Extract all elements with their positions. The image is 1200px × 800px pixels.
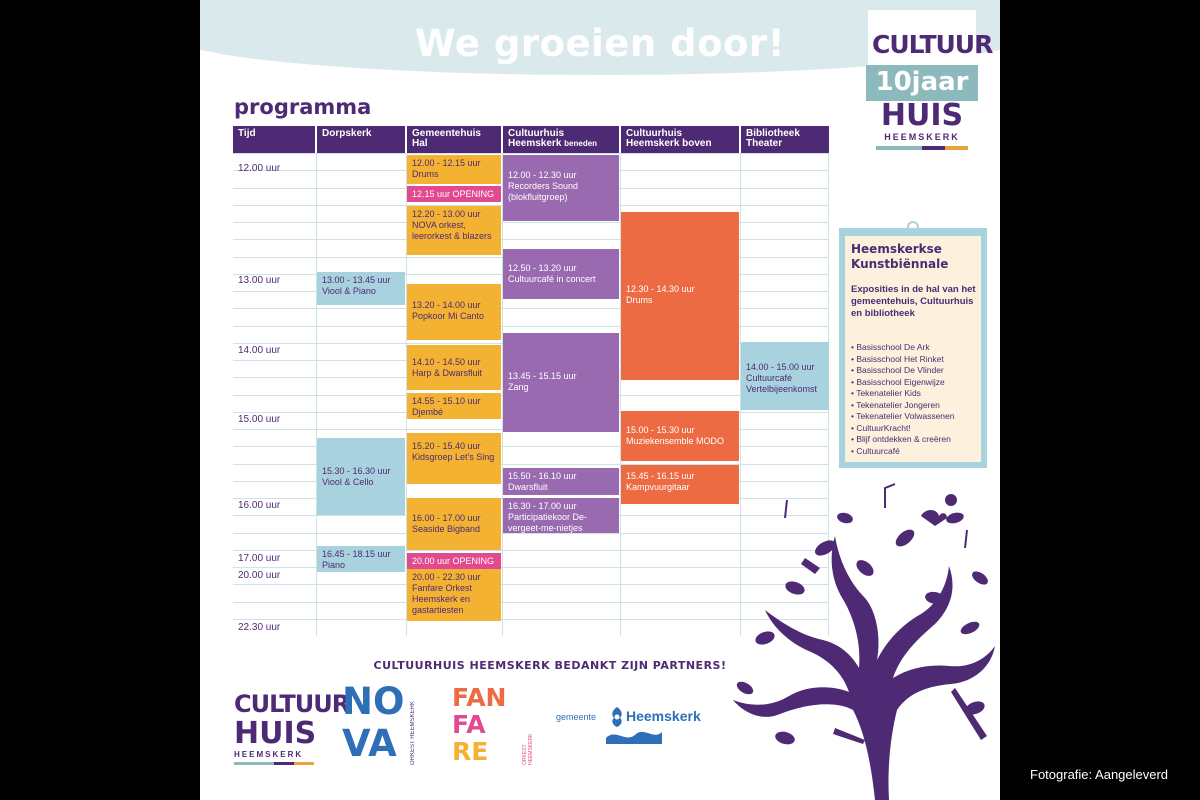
time-label: 12.00 uur xyxy=(238,163,281,174)
logo-color-bar xyxy=(234,762,314,765)
header-gemeentehuis: Gemeentehuis Hal xyxy=(407,126,501,153)
list-item: • Basisschool Eigenwijze xyxy=(851,377,985,389)
event-block: 13.45 - 15.15 uur Zang xyxy=(503,333,619,432)
logo-text: FA xyxy=(452,710,486,739)
grid-line xyxy=(233,308,829,309)
biennale-intro: Exposities in de hal van het gemeentehuis, Cultuurhuis en bibliotheek xyxy=(851,284,976,319)
grid-line xyxy=(233,153,829,154)
logo-text: HEEMSKERK xyxy=(234,750,304,759)
event-block: 12.20 - 13.00 uur NOVA orkest, leerorkest & blazers xyxy=(407,206,501,255)
time-label: 22.30 uur xyxy=(238,622,281,633)
logo-text: CULTUUR xyxy=(234,690,350,718)
header-cultuurhuis-beneden: Cultuurhuis Heemskerk beneden xyxy=(503,126,619,153)
event-block: 16.00 - 17.00 uur Seaside Bigband xyxy=(407,498,501,550)
cultuurhuis-10jaar-logo xyxy=(868,10,993,158)
biennale-inner xyxy=(845,236,981,462)
header-tijd: Tijd xyxy=(233,126,315,153)
event-block: 12.00 - 12.15 uur Drums xyxy=(407,155,501,184)
list-item: • Cultuurcafé xyxy=(851,446,985,458)
event-block-opening: 20.00 uur OPENING xyxy=(407,553,501,569)
event-block: 13.20 - 14.00 uur Popkoor Mi Canto xyxy=(407,284,501,340)
event-block: 14.55 - 15.10 uur Djembé xyxy=(407,393,501,419)
program-title: programma xyxy=(234,95,372,119)
time-label: 20.00 uur xyxy=(238,570,281,581)
event-block: 15.45 - 16.15 uur Kampvuurgitaar xyxy=(621,465,739,504)
logo-cultuur-text: CULTUUR xyxy=(872,30,993,59)
list-item: • Basisschool De Ark xyxy=(851,342,985,354)
event-block: 14.10 - 14.50 uur Harp & Dwarsfluit xyxy=(407,345,501,390)
grid-line xyxy=(233,326,829,327)
wave-icon xyxy=(606,728,662,744)
event-block: 20.00 - 22.30 uur Fanfare Orkest Heemskerk en gastartiesten xyxy=(407,569,501,621)
list-item: • Tekenatelier Jongeren xyxy=(851,400,985,412)
heemskerk-emblem-icon xyxy=(608,706,626,728)
event-block: 13.00 - 13.45 uur Viool & Piano xyxy=(317,272,405,305)
time-label: 17.00 uur xyxy=(238,553,281,564)
fanfare-logo xyxy=(452,685,536,767)
time-label: 13.00 uur xyxy=(238,275,281,286)
event-block: 12.30 - 14.30 uur Drums xyxy=(621,212,739,380)
biennale-box xyxy=(839,228,987,468)
logo-text: RE xyxy=(452,737,489,766)
list-item: • Tekenatelier Volwassenen xyxy=(851,411,985,423)
event-block: 15.50 - 16.10 uur Dwarsfluit xyxy=(503,468,619,495)
list-item: • Basisschool De Vlinder xyxy=(851,365,985,377)
header-bibliotheek: Bibliotheek Theater xyxy=(741,126,829,153)
headline: We groeien door! xyxy=(414,22,786,65)
list-item: • CultuurKracht! xyxy=(851,423,985,435)
logo-text: FAN xyxy=(452,683,507,712)
grid-line xyxy=(233,222,829,223)
list-item: • Basisschool Het Rinket xyxy=(851,354,985,366)
logo-text: ORKEST HEEMSKERK xyxy=(522,733,534,765)
logo-text: ORKEST HEEMSKERK xyxy=(410,701,416,765)
time-label: 14.00 uur xyxy=(238,345,281,356)
logo-color-bar xyxy=(876,146,968,150)
logo-text: Heemskerk xyxy=(626,708,701,724)
list-item: • Tekenatelier Kids xyxy=(851,388,985,400)
gemeente-heemskerk-logo xyxy=(556,706,726,746)
event-block: 14.00 - 15.00 uur Cultuurcafé Vertelbijeenkomst xyxy=(741,342,829,410)
cultuurhuis-logo xyxy=(234,690,350,766)
event-block-opening: 12.15 uur OPENING xyxy=(407,186,501,202)
event-block: 15.30 - 16.30 uur Viool & Cello xyxy=(317,438,405,515)
logo-text: HUIS xyxy=(234,716,317,751)
list-item: • Blijf ontdekken & creëren xyxy=(851,434,985,446)
event-block: 12.00 - 12.30 uur Recorders Sound (blokfluitgroep) xyxy=(503,155,619,221)
partners-title: CULTUURHUIS HEEMSKERK BEDANKT ZIJN PARTNERS! xyxy=(373,659,727,672)
logo-text: NO xyxy=(342,680,405,723)
logo-heemskerk-text: HEEMSKERK xyxy=(884,132,960,142)
event-block: 16.30 - 17.00 uur Participatiekoor De-vergeet-me-nietjes xyxy=(503,498,619,533)
logo-text: gemeente xyxy=(556,712,597,722)
event-block: 12.50 - 13.20 uur Cultuurcafé in concert xyxy=(503,249,619,299)
logo-text: VA xyxy=(342,722,397,765)
music-tree-illustration xyxy=(725,478,1000,800)
header-cultuurhuis-boven: Cultuurhuis Heemskerk boven xyxy=(621,126,739,153)
grid-line xyxy=(233,239,829,240)
poster xyxy=(200,0,1000,800)
event-block: 15.00 - 15.30 uur Muziekensemble MODO xyxy=(621,411,739,461)
photo-credit: Fotografie: Aangeleverd xyxy=(1030,767,1169,782)
header-dorpskerk: Dorpskerk xyxy=(317,126,405,153)
logo-huis-text: HUIS xyxy=(880,98,964,133)
biennale-title: Heemskerkse Kunstbiënnale xyxy=(851,242,949,271)
event-block: 16.45 - 18.15 uur Piano xyxy=(317,546,405,572)
time-label: 16.00 uur xyxy=(238,500,281,511)
logo-10jaar-text: 10jaar xyxy=(875,67,969,97)
time-label: 15.00 uur xyxy=(238,414,281,425)
nova-logo xyxy=(342,680,422,767)
event-block: 15.20 - 15.40 uur Kidsgroep Let's Sing xyxy=(407,433,501,484)
biennale-list xyxy=(851,342,985,457)
